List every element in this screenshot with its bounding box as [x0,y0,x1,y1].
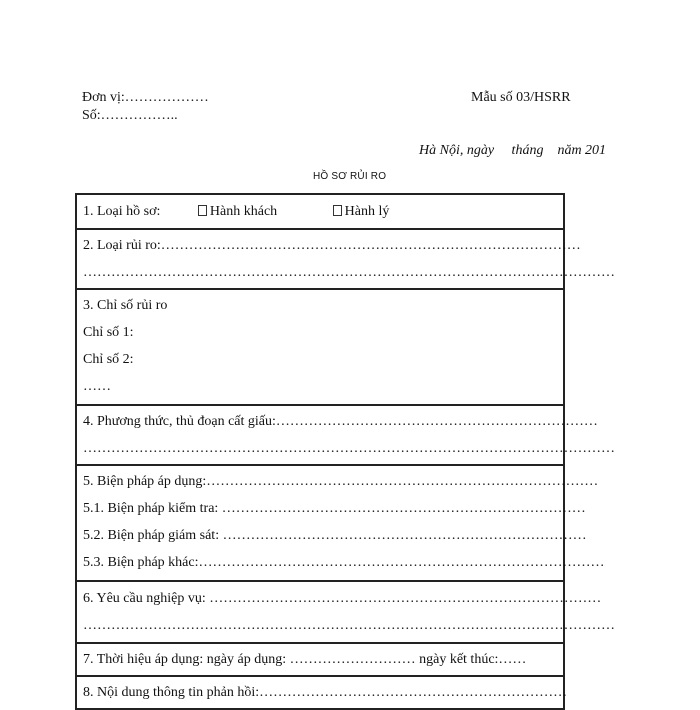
section-risk-type [77,230,615,290]
indicator-2[interactable]: Chỉ số 2: [83,352,134,367]
record-type-label: 1. Loại hồ sơ: [83,204,161,219]
risk-type-line[interactable]: 2. Loại rủi ro:……………………………………………………………………………… [83,238,581,253]
measures-line[interactable]: 5. Biện pháp áp dụng:………………………………………………………………………… [83,474,599,489]
feedback-line[interactable]: 8. Nội dung thông tin phản hồi:………………………………………………………… [83,685,568,700]
concealment-line[interactable]: 4. Phương thức, thủ đoạn cất giấu:…………………………………………………………… [83,414,598,429]
risk-type-line-2[interactable]: …………………………………………………………………………………………………… [83,265,615,280]
supervision-measure-line[interactable]: 5.2. Biện pháp giám sát: …………………………………………………………………… [83,528,587,543]
unit-field: Đơn vị:……………… [82,90,209,105]
section-record-type [77,195,563,230]
section-concealment-method [77,406,615,466]
concealment-line-2[interactable]: …………………………………………………………………………………………………… [83,441,615,456]
indicator-more: …… [83,379,111,394]
number-field: Số:…………….. [82,108,178,123]
requirements-line-2[interactable]: …………………………………………………………………………………………………… [83,618,615,633]
checkbox-icon [198,205,207,216]
checkbox-icon [333,205,342,216]
other-measure-line[interactable]: 5.3. Biện pháp khác:…………………………………………………………………………… [83,555,605,570]
checkbox-passenger-label: Hành khách [209,204,278,219]
validity-line[interactable]: 7. Thời hiệu áp dụng: ngày áp dụng: ……………………… ngày kết thúc:…… [83,652,527,667]
document-title: HỒ SƠ RỦI RO [313,171,387,182]
section-feedback [77,677,568,708]
checkbox-luggage-label: Hành lý [344,204,390,219]
form-code: Mẫu số 03/HSRR [471,90,571,105]
risk-profile-form [75,193,615,710]
checkbox-passenger[interactable] [198,198,277,225]
requirements-line[interactable]: 6. Yêu cầu nghiệp vụ: ………………………………………………………………………… [83,591,602,606]
place-date: Hà Nội, ngày tháng năm 201 [419,143,607,158]
risk-indicators-label: 3. Chỉ số rủi ro [83,298,168,313]
section-measures [77,466,605,582]
indicator-1[interactable]: Chỉ số 1: [83,325,134,340]
section-requirements [77,582,615,644]
inspection-measure-line[interactable]: 5.1. Biện pháp kiểm tra: …………………………………………………………………… [83,501,586,516]
checkbox-luggage[interactable] [333,198,390,225]
section-risk-indicators [77,290,563,406]
section-validity [77,644,563,677]
